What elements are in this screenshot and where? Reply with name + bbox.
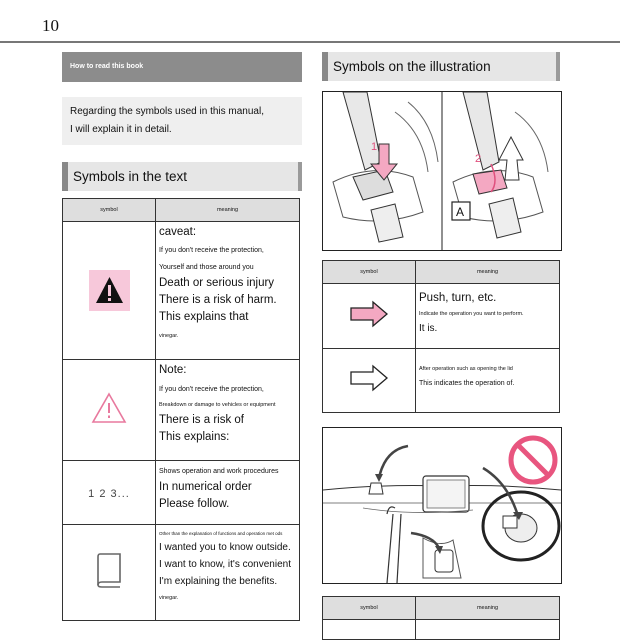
- column-header-symbol: symbol: [323, 261, 416, 284]
- bottom-symbols-table: [322, 596, 560, 640]
- meaning-cell: [416, 284, 560, 349]
- symbols-text-table: [62, 198, 300, 621]
- arrow-meaning-line: It is.: [419, 323, 438, 334]
- note-title: Note:: [159, 364, 187, 376]
- book-line: Other than the explanation of functions and operation met ods: [159, 531, 283, 536]
- steps-line: In numerical order: [159, 481, 252, 493]
- note-line: If you don't receive the protection,: [159, 386, 264, 393]
- table-row: [323, 349, 560, 413]
- warning-triangle-outline-icon: [91, 392, 127, 424]
- table-header-row: [323, 597, 560, 620]
- outline-meaning-line: This indicates the operation of.: [419, 380, 515, 387]
- meaning-cell: [156, 525, 300, 621]
- section-title: Symbols in the text: [73, 169, 188, 184]
- table-row: [63, 222, 300, 360]
- dashboard-illustration: [322, 427, 562, 584]
- meaning-cell: [416, 349, 560, 413]
- meaning-cell: [416, 620, 560, 640]
- table-header-row: [63, 199, 300, 222]
- book-line: I want to know, it's convenient: [159, 559, 291, 570]
- pink-arrow-icon: [349, 300, 389, 328]
- section-heading-text-symbols: [62, 162, 302, 191]
- symbol-cell: [323, 349, 416, 413]
- note-line: There is a risk of: [159, 414, 244, 426]
- meaning-cell: [156, 360, 300, 461]
- symbol-cell: [63, 360, 156, 461]
- figure-label-1: 1: [371, 141, 378, 153]
- warning-triangle-filled-icon: [89, 270, 130, 311]
- meaning-cell: [156, 461, 300, 525]
- caveat-line: There is a risk of harm.: [159, 294, 277, 306]
- numbered-steps-icon: 1 2 3...: [88, 487, 130, 500]
- table-row: [63, 360, 300, 461]
- symbols-illustration-table: [322, 260, 560, 413]
- arrow-meaning-line: Push, turn, etc.: [419, 292, 497, 304]
- intro-line-1: Regarding the symbols used in this manual,: [70, 106, 264, 117]
- caveat-line: If you don't receive the protection,: [159, 247, 264, 254]
- column-header-symbol: symbol: [63, 199, 156, 222]
- table-row: [323, 620, 560, 640]
- chapter-tab: How to read this book: [62, 52, 302, 82]
- book-line: I'm explaining the benefits.: [159, 576, 278, 587]
- arrow-meaning-line: Indicate the operation you want to perform.: [419, 311, 524, 317]
- section-title: Symbols on the illustration: [333, 59, 491, 74]
- figure-label-a: A: [456, 205, 465, 219]
- steps-line: Shows operation and work procedures: [159, 468, 279, 475]
- column-header-meaning: meaning: [416, 261, 560, 284]
- column-header-symbol: symbol: [323, 597, 416, 620]
- book-line: I wanted you to know outside.: [159, 542, 291, 553]
- caveat-line: Death or serious injury: [159, 277, 275, 289]
- table-header-row: [323, 261, 560, 284]
- section-heading-illustration-symbols: [322, 52, 560, 81]
- symbol-cell: [63, 461, 156, 525]
- header-rule: [0, 41, 620, 43]
- symbol-cell: [63, 525, 156, 621]
- meaning-cell: [156, 222, 300, 360]
- note-line: This explains:: [159, 431, 230, 443]
- figure-label-2: 2: [475, 153, 482, 165]
- intro-box: [62, 97, 302, 145]
- column-header-meaning: meaning: [416, 597, 560, 620]
- page-number: 10: [42, 16, 59, 35]
- caveat-line: This explains that: [159, 311, 249, 323]
- symbol-cell: [323, 284, 416, 349]
- table-row: [63, 461, 300, 525]
- symbol-cell: [323, 620, 416, 640]
- book-line: vinegar.: [159, 595, 179, 601]
- table-row: [323, 284, 560, 349]
- steps-line: Please follow.: [159, 498, 230, 510]
- table-row: [63, 525, 300, 621]
- intro-line-2: I will explain it in detail.: [70, 124, 172, 135]
- note-line: Breakdown or damage to vehicles or equipment: [159, 402, 276, 408]
- caveat-title: caveat:: [159, 226, 197, 238]
- caveat-line: vinegar.: [159, 333, 179, 339]
- column-header-meaning: meaning: [156, 199, 300, 222]
- seatbelt-illustration: [322, 91, 562, 251]
- book-icon: [94, 551, 124, 589]
- caveat-line: Yourself and those around you: [159, 264, 254, 271]
- symbol-cell: [63, 222, 156, 360]
- outline-meaning-line: After operation such as opening the lid: [419, 366, 513, 372]
- outline-arrow-icon: [349, 364, 389, 392]
